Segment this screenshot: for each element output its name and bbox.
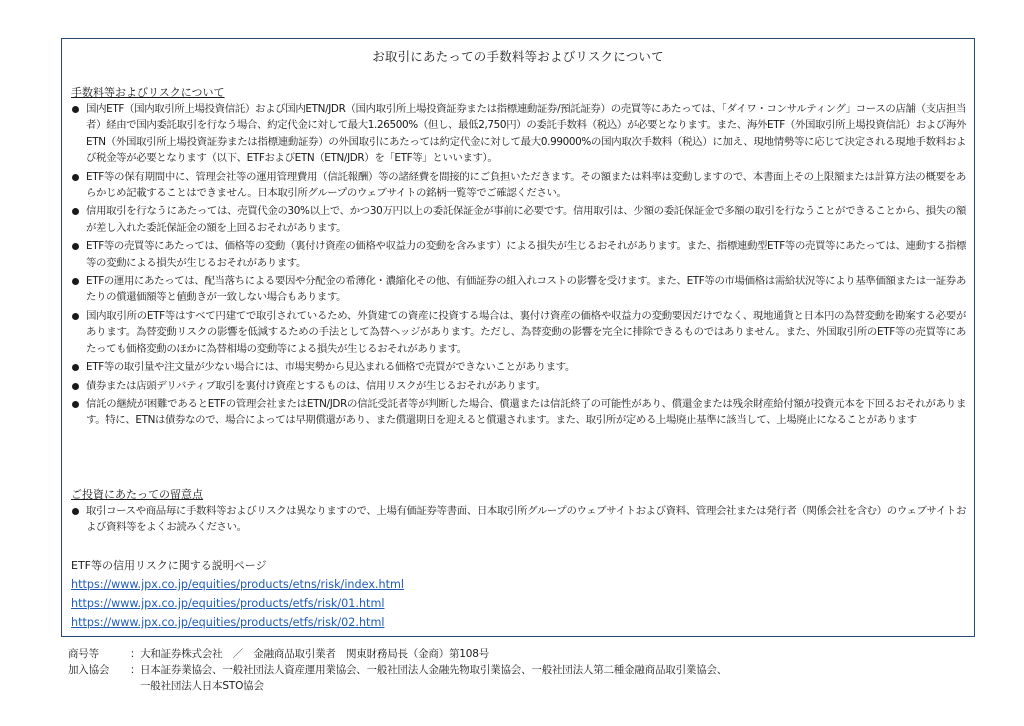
list-item: 債券または店頭デリバティブ取引を裏付け資産とするものは、信用リスクが生じるおそれがあります。	[71, 378, 966, 394]
bullet-icon	[72, 401, 79, 408]
list-item: ETF等の売買等にあたっては、価格等の変動（裏付け資産の価格や収益力の変動を含みます）による損失が生じるおそれがあります。また、指標連動型ETF等の売買等にあたっては、連動する指標等の変動による損失が生じるおそれがあります。	[71, 238, 966, 271]
bullet-icon	[72, 364, 79, 371]
list-item: ETF等の取引量や注文量が少ない場合には、市場実勢から見込まれる価格で売買ができないことがあります。	[71, 359, 966, 375]
list-item: 信用取引を行なうにあたっては、売買代金の30%以上で、かつ30万円以上の委託保証金が事前に必要です。信用取引は、少額の委託保証金で多額の取引を行なうことができることから、損失の額が差し入れた委託保証金の額を上回るおそれがあります。	[71, 203, 966, 236]
fees-risk-heading: 手数料等およびリスクについて	[71, 86, 225, 99]
company-label: 商号等	[68, 648, 99, 660]
fees-risk-list	[71, 101, 966, 429]
credit-risk-section	[71, 557, 966, 632]
investment-notes-section	[71, 487, 966, 538]
separator: ：	[130, 664, 141, 676]
separator: ：	[130, 648, 141, 660]
company-row	[68, 646, 727, 662]
list-item: 信託の継続が困難であるとETFの管理会社またはETN/JDRの信託受託者等が判断した場合、償還または信託終了の可能性があり、償還金または残余財産給付額が投資元本を下回るおそれがあります。特に、ETNは債券なので、場合によっては早期償還があり、また償還期日を迎えると償還されます。また、取引所が定める上場廃止基準に該当して、上場廃止になることがあります	[71, 396, 966, 429]
credit-risk-link-etfs-01[interactable]: https://www.jpx.co.jp/equities/products/etfs/risk/01.html	[71, 597, 385, 610]
bullet-icon	[72, 243, 79, 250]
page-title: お取引にあたっての手数料等およびリスクについて	[372, 49, 664, 64]
list-item: ETFの運用にあたっては、配当落ちによる要因や分配金の希薄化・濃縮化その他、有価証券の組入れコストの影響を受けます。また、ETF等の市場価格は需給状況等により基準価額または一証券あたりの償還価額等と値動きが一致しない場合もあります。	[71, 273, 966, 306]
credit-risk-link-etns[interactable]: https://www.jpx.co.jp/equities/products/etns/risk/index.html	[71, 578, 404, 591]
bullet-icon	[72, 208, 79, 215]
association-line-1: 日本証券業協会、一般社団法人資産運用業協会、一般社団法人金融先物取引業協会、一般社団法人第二種金融商品取引業協会、	[140, 664, 728, 676]
fees-risk-section	[71, 85, 966, 431]
bullet-icon	[72, 383, 79, 390]
list-item: ETF等の保有期間中に、管理会社等の運用管理費用（信託報酬）等の諸経費を間接的にご負担いただきます。その額または料率は変動しますので、本書面上その上限額または計算方法の概要をあらかじめ記載することはできません。日本取引所グループのウェブサイトの銘柄一覧等でご確認ください。	[71, 169, 966, 202]
association-line-2: 一般社団法人日本STO協会	[140, 680, 264, 692]
credit-risk-link-etfs-02[interactable]: https://www.jpx.co.jp/equities/products/etfs/risk/02.html	[71, 616, 385, 629]
association-row	[68, 662, 727, 694]
company-value: 大和証券株式会社 ／ 金融商品取引業者 関東財務局長（金商）第108号	[140, 648, 490, 660]
bullet-icon	[72, 313, 79, 320]
list-item: 国内ETF（国内取引所上場投資信託）および国内ETN/JDR（国内取引所上場投資証券または指標連動証券/預託証券）の売買等にあたっては、「ダイワ・コンサルティング」コースの店舗（支店担当者）経由で国内委託取引を行なう場合、約定代金に対して最大1.26500%（但し、最低2,750円）の委託手数料（税込）が必要となります。また、海外ETF（外国取引所上場投資信託）および海外ETN（外国取引所上場投資証券または指標連動証券）の外国取引にあたっては約定代金に対して最大0.99000%の国内取次手数料（税込）に加え、現地情勢等に応じて決定される現地手数料および税金等が必要となります（以下、ETFおよびETN（ETN/JDR）を「ETF等」といいます）。	[71, 101, 966, 167]
bullet-icon	[72, 508, 79, 515]
list-item: 国内取引所のETF等はすべて円建てで取引されているため、外貨建ての資産に投資する場合は、裏付け資産の価格や収益力の変動要因だけでなく、現地通貨と日本円の為替変動を勘案する必要があります。為替変動リスクの影響を低減するための手法として為替ヘッジがあります。ただし、為替変動の影響を完全に排除できるものではありません。また、外国取引所のETF等の売買等にあたっても価格変動のほかに為替相場の変動等による損失が生じるおそれがあります。	[71, 308, 966, 357]
list-item: 取引コースや商品毎に手数料等およびリスクは異なりますので、上場有価証券等書面、日本取引所グループのウェブサイトおよび資料、管理会社または発行者（関係会社を含む）のウェブサイトおよび資料等をよくお読みください。	[71, 503, 966, 536]
bullet-icon	[72, 278, 79, 285]
disclosure-box	[61, 38, 975, 637]
association-value	[140, 662, 727, 694]
association-label: 加入協会	[68, 664, 110, 676]
credit-risk-label: ETF等の信用リスクに関する説明ページ	[71, 559, 267, 572]
bullet-icon	[72, 106, 79, 113]
company-footer	[68, 646, 727, 694]
bullet-icon	[72, 174, 79, 181]
investment-notes-list	[71, 503, 966, 536]
investment-notes-heading: ご投資にあたっての留意点	[71, 488, 203, 501]
